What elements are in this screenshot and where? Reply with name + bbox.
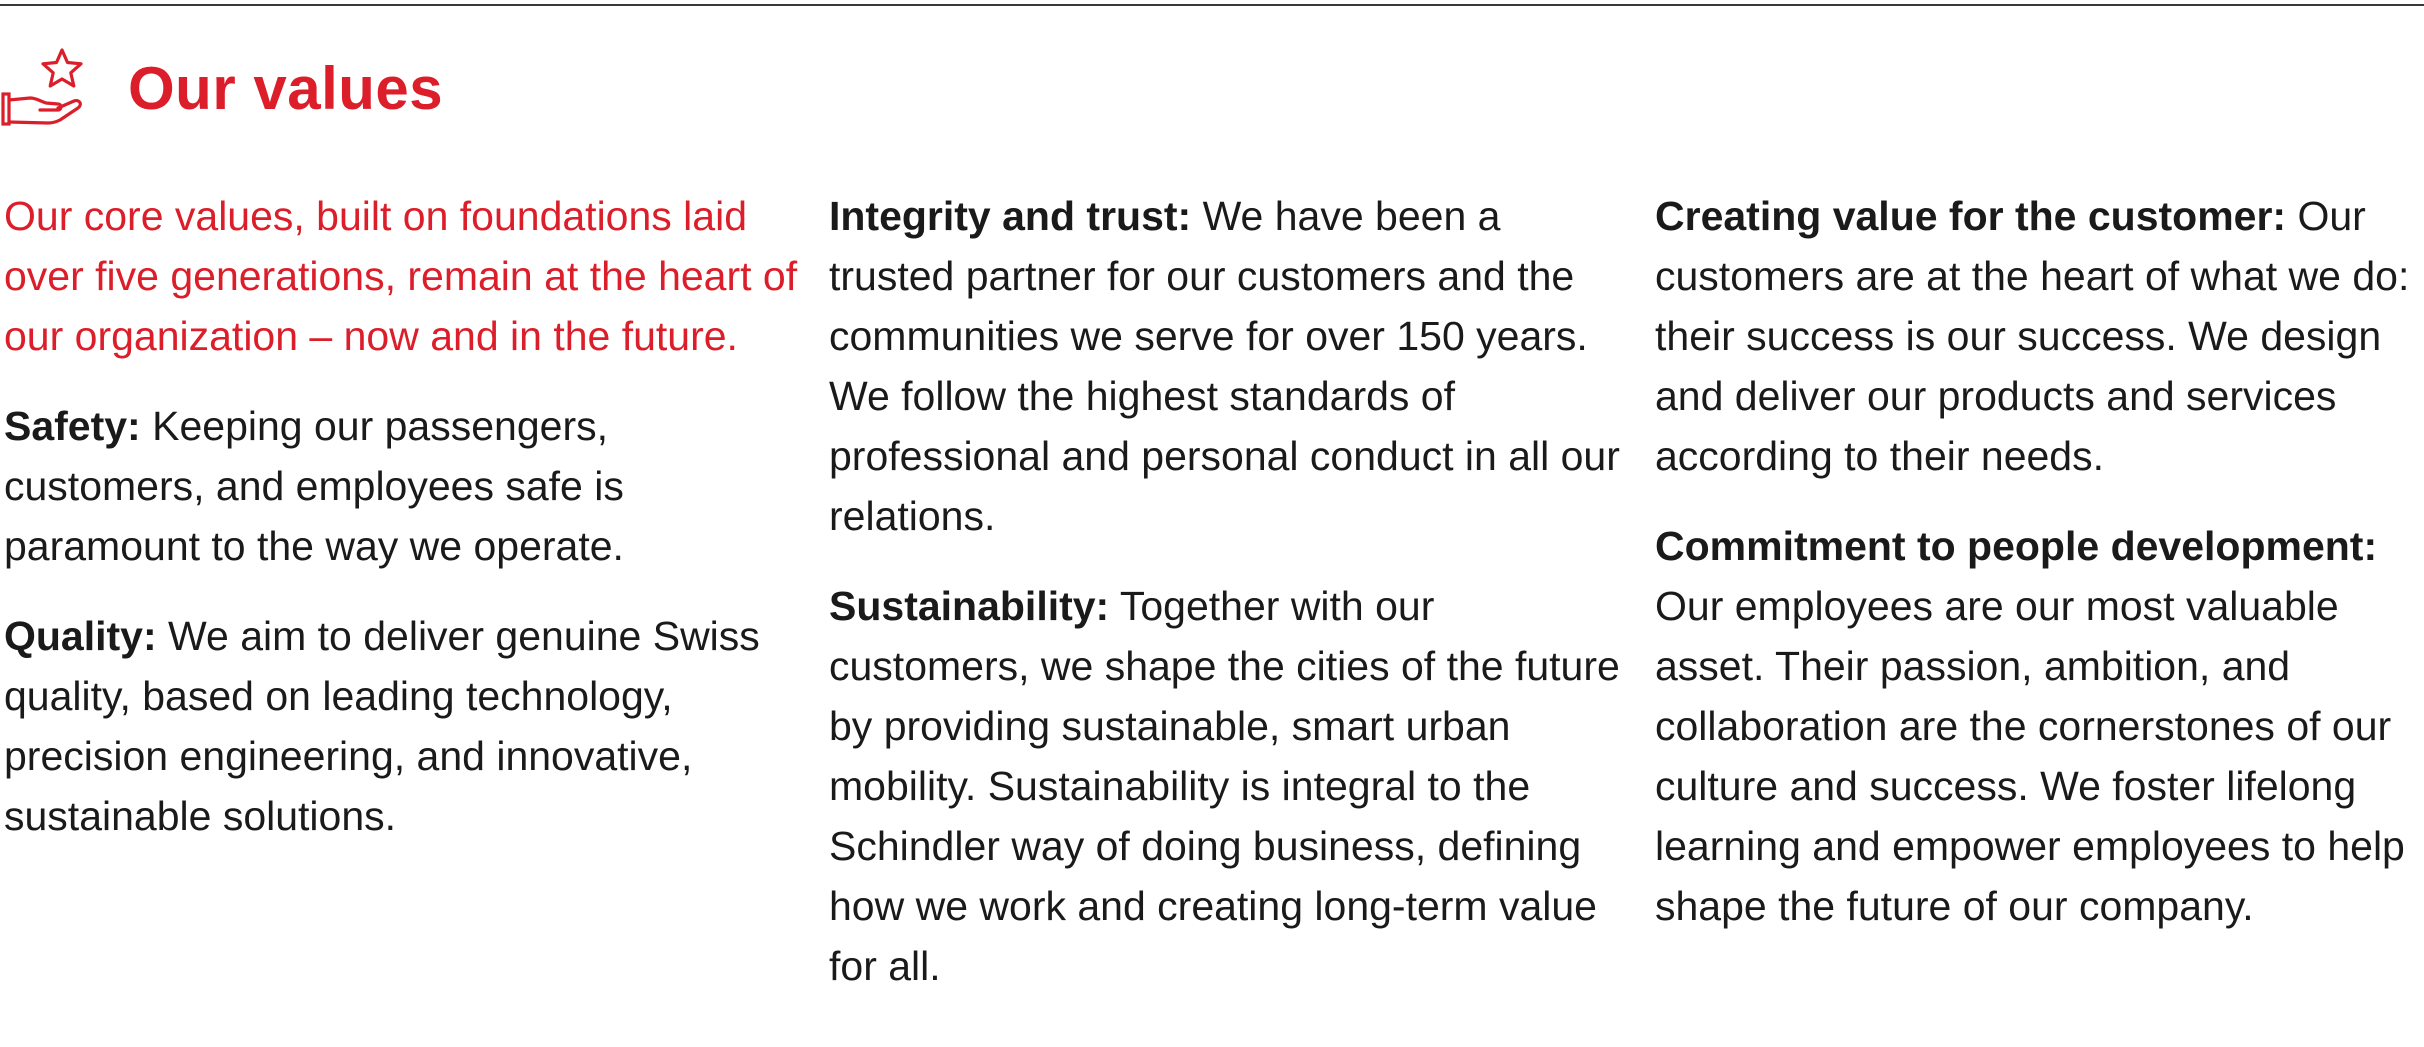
value-quality <box>4 606 804 846</box>
value-integrity-and-trust <box>829 186 1629 546</box>
value-term: Sustainability: <box>829 583 1110 629</box>
column-left <box>4 186 804 876</box>
page-title: Our values <box>128 55 444 122</box>
value-description: Together with our customers, we shape the cities of the future by providing sustainable, smart urban mobility. Sustainability is integral to the Schindler way of doing business, defining how we work and creating long-term value for all. <box>829 583 1620 989</box>
value-description: Our employees are our most valuable asset. Their passion, ambition, and collaboration are the cornerstones of our culture and success. We foster lifelong learning and empower employees to help shape the future of our company. <box>1655 583 2405 929</box>
value-term: Quality: <box>4 613 157 659</box>
column-right <box>1655 186 2423 966</box>
value-sustainability <box>829 576 1629 996</box>
section-header <box>0 44 443 134</box>
value-commitment-to-people-development <box>1655 516 2423 936</box>
intro-paragraph: Our core values, built on foundations laid over five generations, remain at the heart of our organization – now and in the future. <box>4 193 798 359</box>
value-term: Commitment to people development: <box>1655 523 2378 569</box>
value-description: Keeping our passengers, customers, and employees safe is paramount to the way we operate. <box>4 403 624 569</box>
column-middle <box>829 186 1629 1026</box>
value-term: Integrity and trust: <box>829 193 1192 239</box>
value-term: Creating value for the customer: <box>1655 193 2287 239</box>
value-description: Our customers are at the heart of what we do: their success is our success. We design and deliver our products and services according to their needs. <box>1655 193 2410 479</box>
value-description: We aim to deliver genuine Swiss quality, based on leading technology, precision engineering, and innovative, sustainable solutions. <box>4 613 760 839</box>
value-term: Safety: <box>4 403 141 449</box>
value-description: We have been a trusted partner for our customers and the communities we serve for over 150 years. We follow the highest standards of professional and personal conduct in all our relations. <box>829 193 1620 539</box>
hand-star-icon <box>0 44 92 134</box>
value-creating-value-for-customer <box>1655 186 2423 486</box>
top-divider <box>0 4 2424 6</box>
value-safety <box>4 396 804 576</box>
